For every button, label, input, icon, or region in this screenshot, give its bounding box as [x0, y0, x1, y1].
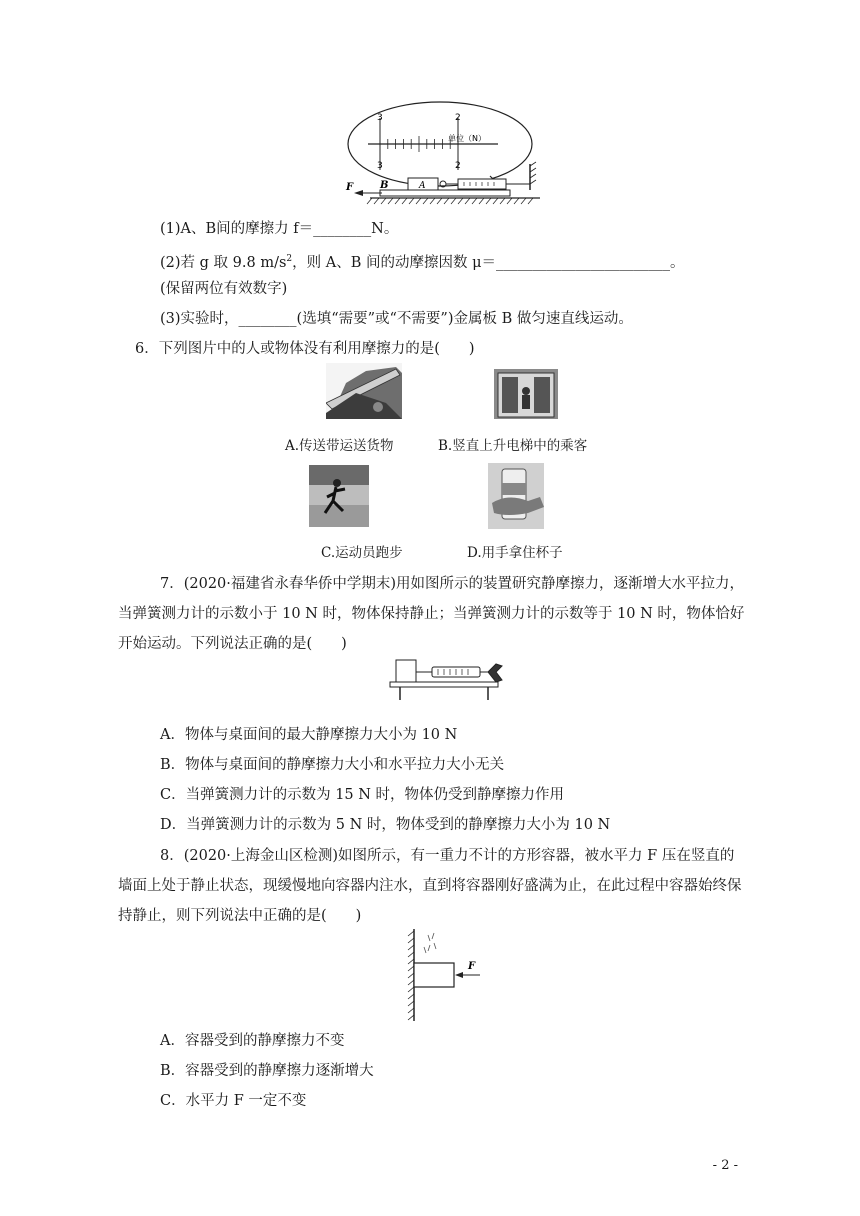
q8-option-c: C．水平力 F 一定不变 — [160, 1093, 307, 1109]
q7-option-d: D．当弹簧测力计的示数为 5 N 时，物体受到的静摩擦力大小为 10 N — [160, 817, 611, 833]
q5-part2-note: (保留两位有效数字) — [160, 281, 288, 297]
q8-stem: 8．(2020·上海金山区检测)如图所示，有一重力不计的方形容器，被水平力 F 压在竖直的墙面上处于静止状态，现缓慢地向容器内注水，直到将容器刚好盛满为止，在此过程中容器始终保持静止，则下列说法中正确的是( ) — [118, 848, 742, 924]
label-A: A — [419, 181, 426, 191]
wall-container-diagram — [400, 927, 500, 1023]
label-F: F — [468, 961, 476, 972]
q5-part2 — [160, 249, 685, 273]
q6-option-c: C.运动员跑步 — [321, 545, 403, 561]
q6-stem: 6．下列图片中的人或物体没有利用摩擦力的是( ) — [135, 341, 475, 357]
runner-image — [309, 465, 369, 527]
q6-option-a: A.传送带运送货物 — [285, 438, 394, 454]
q7-option-c: C．当弹簧测力计的示数为 15 N 时，物体仍受到静摩擦力作用 — [160, 787, 565, 803]
label-B: B — [380, 180, 389, 191]
spring-scale-diagram — [340, 100, 550, 212]
label-F: F — [346, 182, 354, 193]
q7-stem: 7．(2020·福建省永春华侨中学期末)用如图所示的装置研究静摩擦力，逐渐增大水平拉力，当弹簧测力计的示数小于 10 N 时，物体保持静止；当弹簧测力计的示数等于 10 N 时，物体恰好开始运动。下列说法正确的是( ) — [118, 576, 745, 652]
q5-part3: (3)实验时，________(选填“需要”或“不需要”)金属板 B 做匀速直线运动。 — [160, 311, 633, 327]
q5-part2-main: (2)若 g 取 9.8 m/s — [160, 254, 287, 271]
q5-part1: (1)A、B间的摩擦力 f＝________N。 — [160, 221, 399, 237]
scale-top-left: 3 — [377, 113, 383, 123]
unit-label: 单位（N） — [448, 134, 486, 143]
static-friction-apparatus — [388, 654, 514, 700]
conveyor-belt-image — [326, 363, 402, 419]
q6-option-b: B.竖直上升电梯中的乘客 — [438, 438, 588, 454]
scale-top-right: 2 — [455, 113, 461, 123]
q8-option-b: B．容器受到的静摩擦力逐渐增大 — [160, 1063, 374, 1079]
q5-part2-tail: ，则 A、B 间的动摩擦因数 μ＝________________________。 — [292, 254, 685, 271]
q8-option-a: A．容器受到的静摩擦力不变 — [160, 1033, 345, 1049]
scale-bottom-left: 3 — [377, 161, 383, 171]
q6-option-d: D.用手拿住杯子 — [467, 545, 563, 561]
page-number: - 2 - — [712, 1158, 738, 1173]
q7-option-b: B．物体与桌面间的静摩擦力大小和水平拉力大小无关 — [160, 757, 505, 773]
q7-option-a: A．物体与桌面间的最大静摩擦力大小为 10 N — [160, 727, 458, 743]
q5-part2-sup: 2 — [286, 254, 293, 264]
hand-cup-image — [488, 463, 544, 529]
elevator-image — [494, 369, 558, 419]
scale-bottom-right: 2 — [455, 161, 461, 171]
